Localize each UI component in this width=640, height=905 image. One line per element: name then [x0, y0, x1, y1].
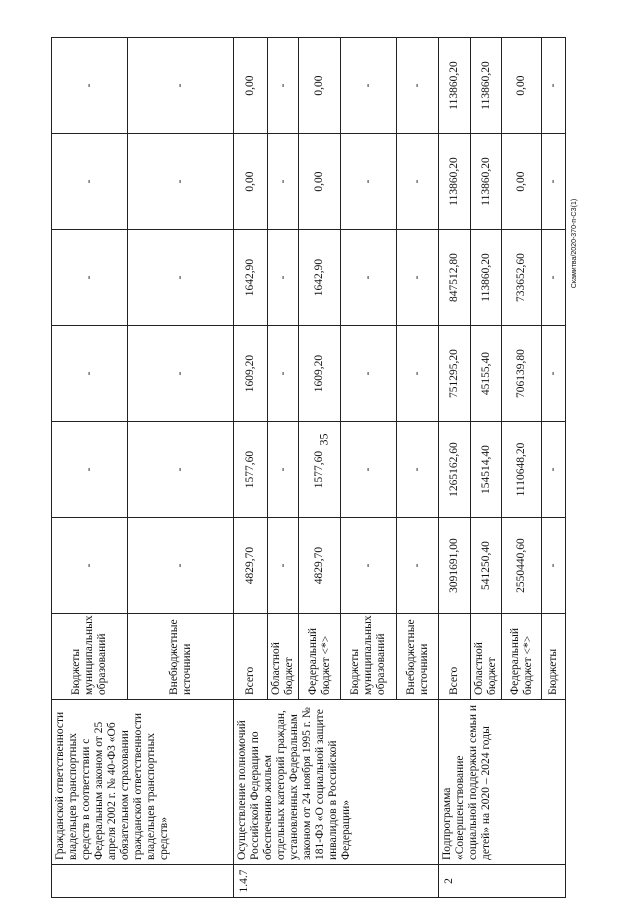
value-cell: - [542, 134, 566, 230]
value-cell: - [542, 518, 566, 614]
value-cell: - [268, 38, 299, 134]
funding-source: Областной бюджет [268, 614, 299, 700]
value-cell: 113860,20 [439, 134, 471, 230]
value-cell: 0,00 [299, 38, 341, 134]
value-cell: - [268, 134, 299, 230]
funding-source: Бюджеты муниципальных образований [341, 614, 397, 700]
value-cell: 1577,60 [234, 422, 268, 518]
value-cell: - [128, 518, 234, 614]
value-cell: - [397, 230, 439, 326]
value-cell: - [542, 422, 566, 518]
budget-table [51, 37, 566, 898]
value-cell: 1642,90 [234, 230, 268, 326]
rotated-table-wrapper [51, 38, 559, 898]
value-cell: 1642,90 [299, 230, 341, 326]
funding-source: Федеральный бюджет <*> [502, 614, 542, 700]
value-cell: 751295,20 [439, 326, 471, 422]
value-cell: - [397, 134, 439, 230]
row-index [52, 865, 234, 898]
value-cell: - [268, 326, 299, 422]
row-index: 1.4.7 [234, 865, 439, 898]
value-cell: 0,00 [234, 134, 268, 230]
funding-source: Федеральный бюджет <*> [299, 614, 341, 700]
value-cell: 1265162,60 [439, 422, 471, 518]
value-cell: 1110648,20 [502, 422, 542, 518]
value-cell: 0,00 [502, 38, 542, 134]
value-cell: - [128, 38, 234, 134]
funding-source: Всего [234, 614, 268, 700]
value-cell: - [542, 38, 566, 134]
value-cell: - [341, 518, 397, 614]
funding-source: Бюджеты муниципальных образований [52, 614, 128, 700]
value-cell: - [341, 134, 397, 230]
value-cell: - [52, 326, 128, 422]
value-cell: 706139,80 [502, 326, 542, 422]
value-cell: 113860,20 [439, 38, 471, 134]
value-cell: 0,00 [502, 134, 542, 230]
value-cell: 45155,40 [471, 326, 502, 422]
value-cell: - [128, 134, 234, 230]
value-cell: 2550440,60 [502, 518, 542, 614]
value-cell: - [52, 422, 128, 518]
value-cell: - [52, 38, 128, 134]
value-cell: 113860,20 [471, 134, 502, 230]
value-cell: 1609,20 [234, 326, 268, 422]
value-cell: - [268, 422, 299, 518]
value-cell: - [397, 326, 439, 422]
value-cell: - [52, 134, 128, 230]
funding-source: Внебюджетные источники [128, 614, 234, 700]
measure-name: Гражданской ответственности владельцев транспортных средств в соответствии с Федеральным законом от 25 апреля 2002 г. № 40-ФЗ «Об обязательном страховании гражданской ответственности владельцев транспортных средств» [52, 700, 234, 865]
funding-source: Внебюджетные источники [397, 614, 439, 700]
value-cell: 847512,80 [439, 230, 471, 326]
value-cell: 541250,40 [471, 518, 502, 614]
value-cell: - [128, 230, 234, 326]
value-cell: - [268, 518, 299, 614]
value-cell: - [542, 230, 566, 326]
funding-source: Всего [439, 614, 471, 700]
value-cell: - [341, 326, 397, 422]
row-index: 2 [439, 865, 566, 898]
value-cell: - [397, 422, 439, 518]
value-cell: 113860,20 [471, 38, 502, 134]
funding-source: Бюджеты [542, 614, 566, 700]
value-cell: - [341, 38, 397, 134]
table-row [234, 38, 268, 898]
value-cell: - [397, 38, 439, 134]
value-cell: 0,00 [299, 134, 341, 230]
value-cell: 3091691,00 [439, 518, 471, 614]
page-number: 35 [316, 433, 331, 446]
value-cell: 1577,60 [299, 422, 341, 518]
value-cell: 733652,60 [502, 230, 542, 326]
measure-name: Подпрограмма «Совершенствование социальной поддержки семьи и детей» на 2020 – 2024 годы [439, 700, 566, 865]
value-cell: 1609,20 [299, 326, 341, 422]
value-cell: 0,00 [234, 38, 268, 134]
value-cell: - [397, 518, 439, 614]
value-cell: - [542, 326, 566, 422]
table-row [52, 38, 128, 898]
value-cell: - [341, 230, 397, 326]
value-cell: 113860,20 [471, 230, 502, 326]
measure-name: Осуществление полномочий Российской Федерации по обеспечению жильем отдельных категорий граждан, установленных Федеральным законом от 24 ноября 1995 г. № 181-ФЗ «О социальной защите инвалидов в Российской Федерации» [234, 700, 439, 865]
value-cell: - [268, 230, 299, 326]
value-cell: 4829,70 [299, 518, 341, 614]
value-cell: - [52, 230, 128, 326]
document-reference: Скамитва/2020-370-п-СЗ(1) [571, 198, 579, 289]
value-cell: - [341, 422, 397, 518]
value-cell: - [52, 518, 128, 614]
value-cell: - [128, 422, 234, 518]
value-cell: 4829,70 [234, 518, 268, 614]
value-cell: 154514,40 [471, 422, 502, 518]
value-cell: - [128, 326, 234, 422]
table-row [439, 38, 471, 898]
funding-source: Областной бюджет [471, 614, 502, 700]
